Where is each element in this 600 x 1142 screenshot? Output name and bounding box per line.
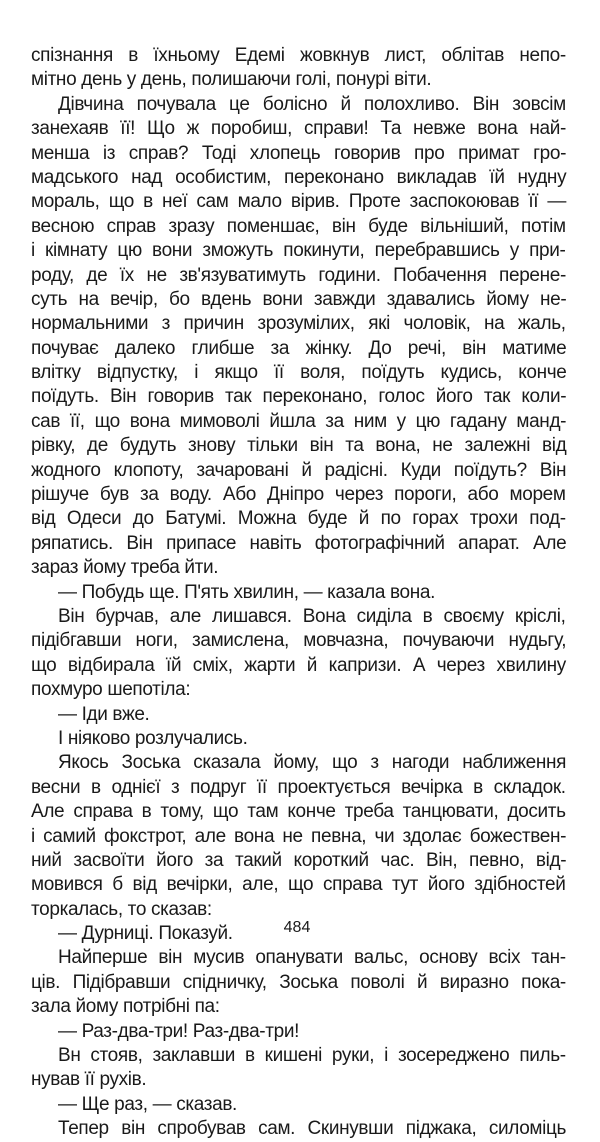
text-line: рівку, де будуть знову тільки він та вона, не залежні від: [31, 435, 567, 457]
text-line: Найперше він мусив опанувати вальс, основу всіх тан-: [58, 947, 566, 969]
text-line: ряпатись. Він припасе навіть фотографічний апарат. Але: [31, 532, 567, 554]
text-line: І ніяково розлучались.: [58, 727, 248, 749]
text-line: — Побудь ще. П'ять хвилин, — казала вона.: [58, 581, 436, 603]
text-line: похмуро шепотіла:: [31, 679, 191, 701]
text-line: — Іди вже.: [58, 703, 150, 725]
text-line: мадського над особистим, переконано викладав їй нудну: [31, 166, 567, 188]
text-line: торкалась, то сказав:: [31, 898, 212, 920]
page-body-text: [31, 44, 566, 1142]
text-line: від Одеси до Батумі. Можна буде й по горах трохи под-: [31, 508, 566, 530]
text-line: підібгавши ноги, замислена, мовчазна, почуваючи нудьгу,: [31, 630, 567, 652]
text-line: спізнання в їхньому Едемі жовкнув лист, облітав непо-: [31, 45, 566, 66]
text-line: влітку відпустку, і якщо її воля, поїдуть кудись, конче: [31, 362, 567, 384]
text-line: роду, де їх не зв'язуватимуть години. Побачення перене-: [31, 264, 566, 286]
text-line: рішуче був за воду. Або Дніпро через пороги, або морем: [31, 484, 566, 506]
text-line: Вн стояв, заклавши в кишені руки, і зосереджено пиль-: [58, 1045, 566, 1067]
text-line: і самий фокстрот, але вона не певна, чи здолає божествен-: [31, 825, 567, 847]
text-line: ний засвоїти його за такий короткий час. Він, певно, від-: [31, 849, 567, 871]
text-line: весни в однієї з подруг її проектується вечірка в складок.: [31, 776, 566, 798]
text-line: мовився б від вечірки, але, що справа тут його здібностей: [31, 874, 566, 896]
text-line: Він бурчав, але лишався. Вона сиділа в своєму кріслі,: [58, 605, 566, 627]
text-line: — Дурниці. Показуй.: [58, 923, 233, 945]
text-line: занехаяв її! Що ж поробиш, справи! Та невже вона най-: [31, 118, 566, 140]
text-line: мітно день у день, полишаючи голі, понурі віти.: [31, 69, 432, 91]
text-line: суть на вечір, бо вдень вони завжди здавались йому не-: [31, 288, 567, 310]
text-line: жодного клопоту, зачаровані й радісні. Куди поїдуть? Він: [31, 459, 567, 481]
text-line: Дівчина почувала це болісно й полохливо. Він зовсім: [58, 93, 566, 115]
text-line: ців. Підібравши спідничку, Зоська поволі й виразно пока-: [31, 971, 566, 993]
text-line: весною справ зразу поменшає, він буде вільніший, потім: [31, 215, 566, 237]
text-line: що відбирала їй сміх, жарти й капризи. А через хвилину: [31, 654, 566, 676]
text-line: почуває далеко глибше за жінку. До речі, він матиме: [31, 337, 567, 359]
text-line: зала йому потрібні па:: [31, 996, 220, 1018]
text-line: сав її, що вона мимоволі йшла за ним у цю гадану манд-: [31, 410, 567, 432]
text-line: нував її рухів.: [31, 1069, 147, 1091]
text-line: нормальними з причин зрозумілих, які чоловік, на жаль,: [31, 313, 566, 335]
text-line: поїдуть. Він говорив так переконано, голос його так коли-: [31, 386, 567, 408]
text-line: — Раз-два-три! Раз-два-три!: [58, 1020, 300, 1042]
text-line: і кімнату цю вони зможуть покинути, перебравшись у при-: [31, 240, 566, 262]
text-line: мораль, що в неї сам мало вірив. Проте заспокоював її —: [31, 191, 566, 213]
text-line: Якось Зоська сказала йому, що з нагоди наближення: [58, 752, 567, 774]
text-line: Тепер він спробував сам. Скинувши піджака, силоміць: [58, 1118, 567, 1140]
text-line: Але справа в тому, що там конче треба танцювати, досить: [31, 801, 566, 823]
text-line: менша із справ? Тоді хлопець говорив про примат гро-: [31, 142, 567, 164]
page-number: 484: [283, 919, 311, 936]
text-line: зараз йому треба йти.: [31, 557, 219, 579]
text-line: — Ще раз, — сказав.: [58, 1093, 237, 1115]
